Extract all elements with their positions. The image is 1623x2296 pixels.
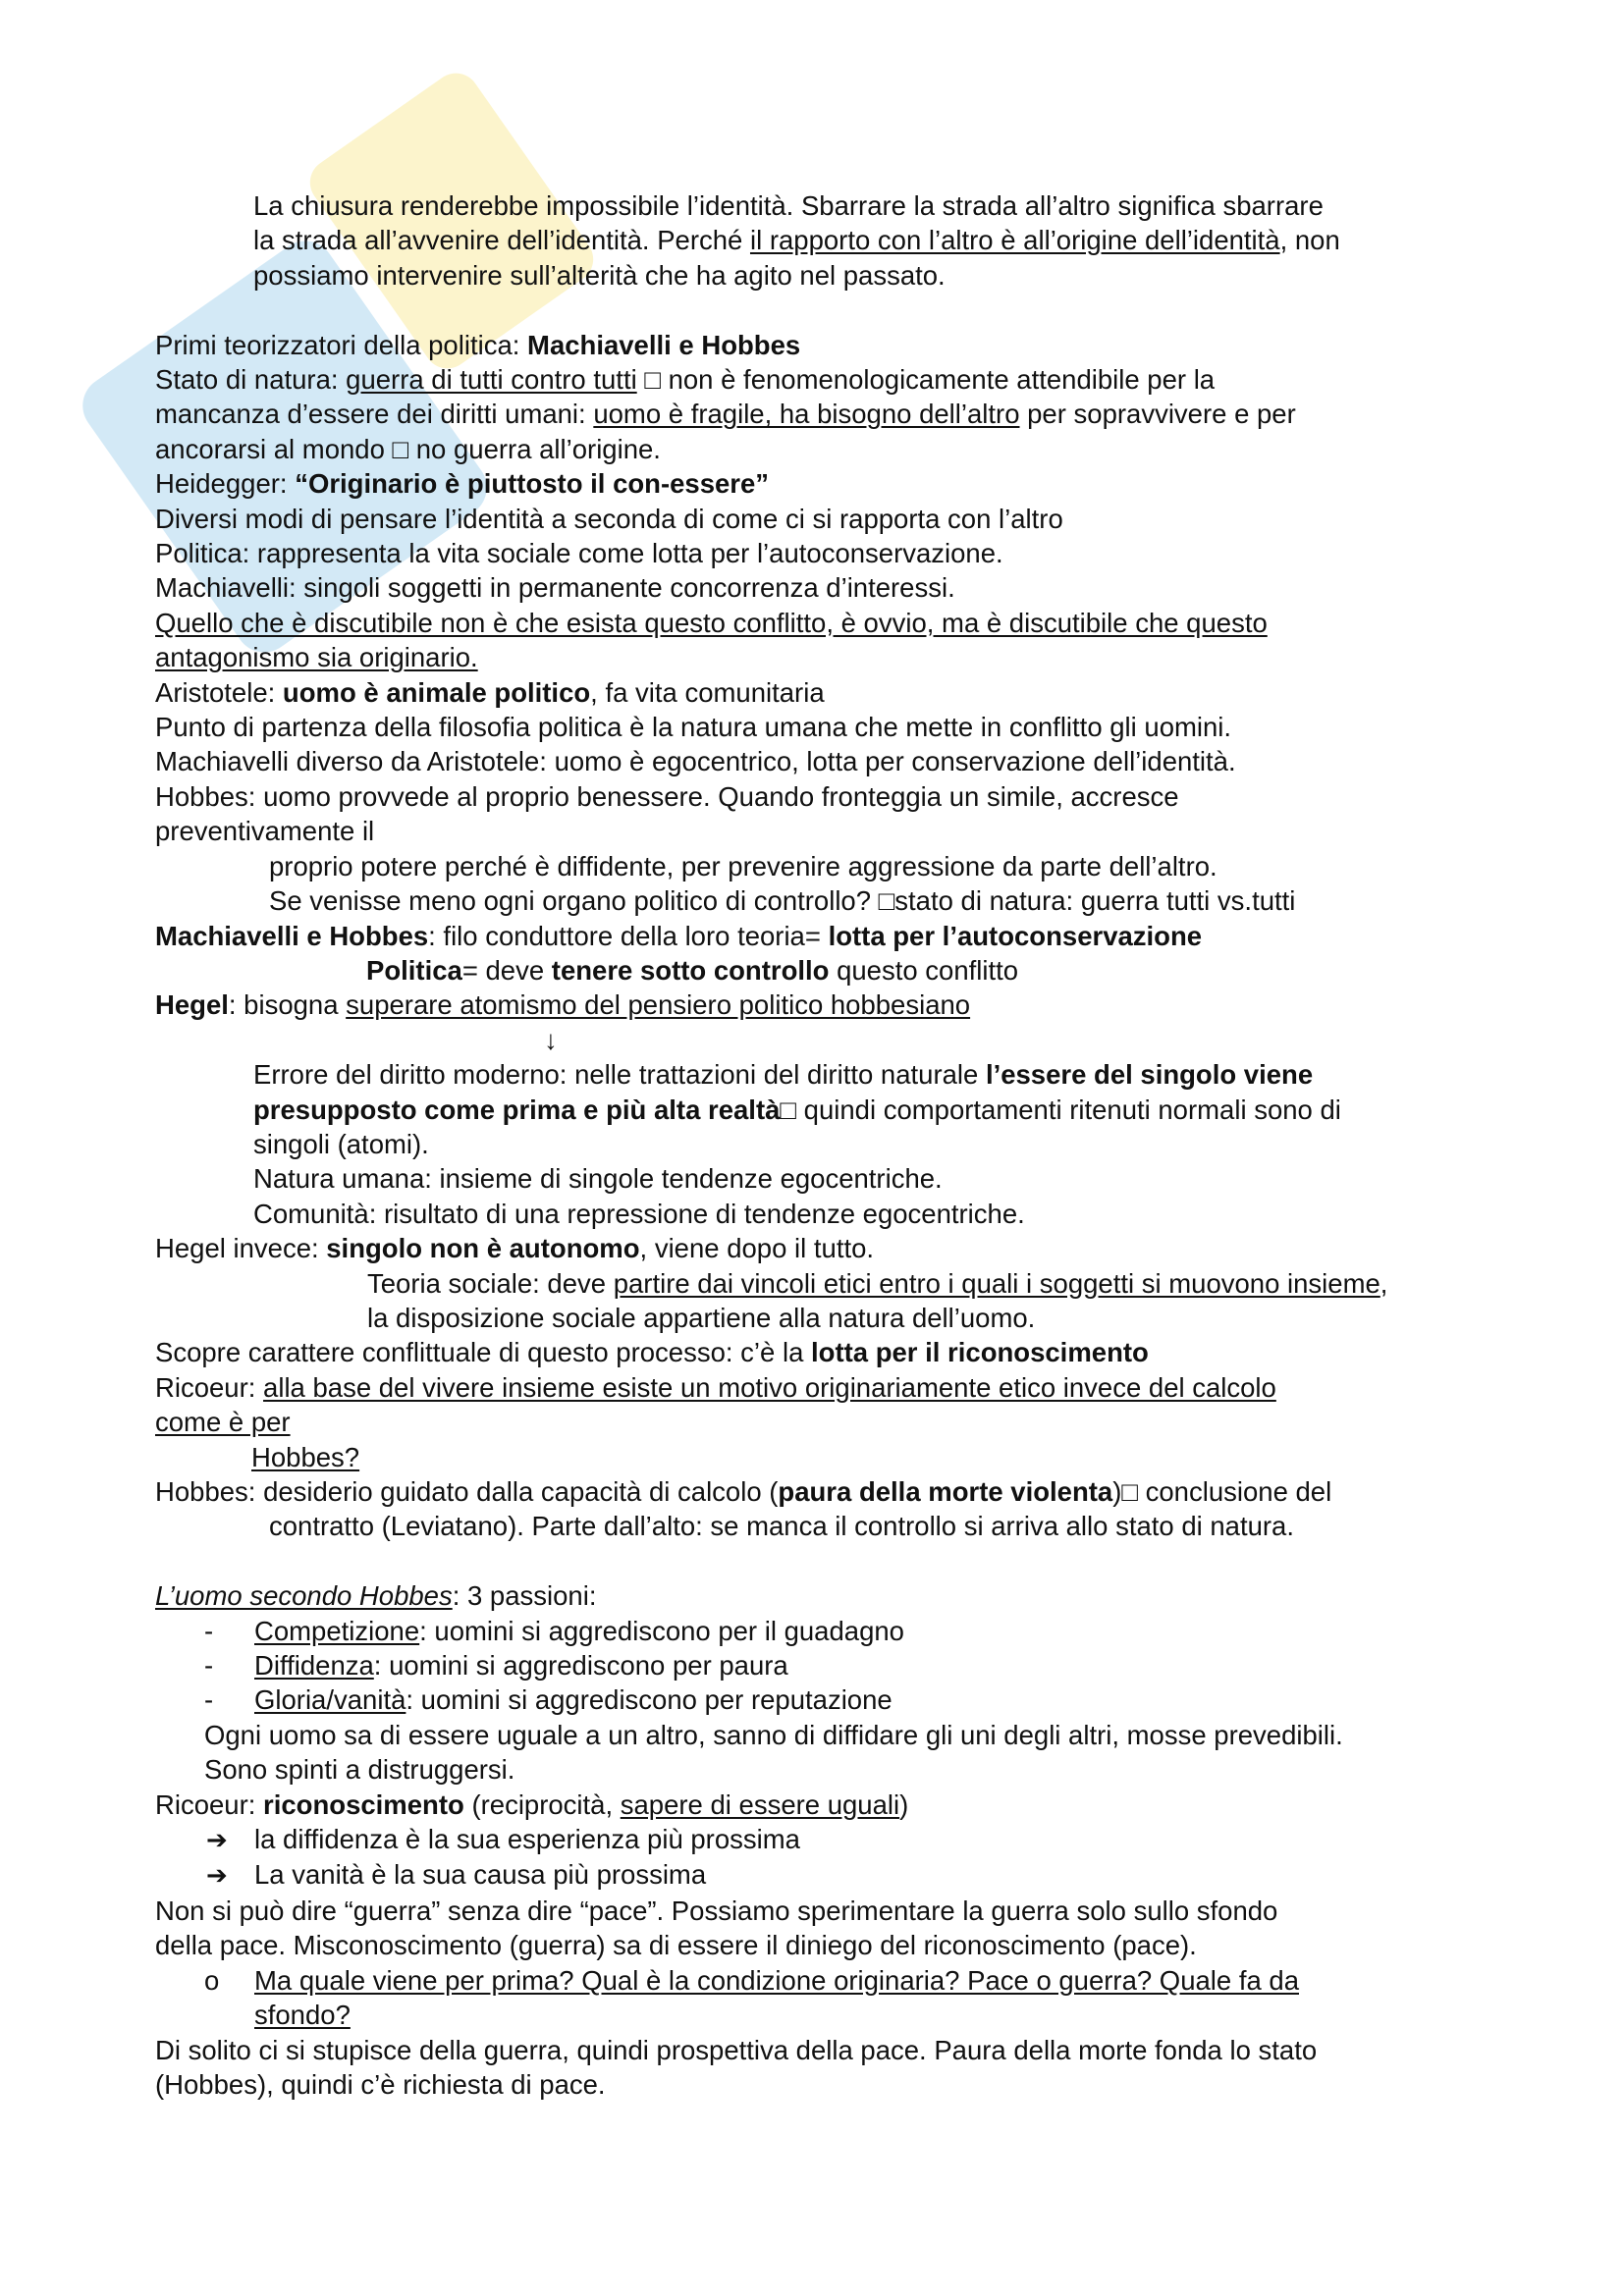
paragraph-line: contratto (Leviatano). Parte dall’alto: se manca il controllo si arriva allo stato di natura. xyxy=(269,1511,1294,1542)
paragraph-line: possiamo intervenire sull’alterità che ha agito nel passato. xyxy=(253,259,946,291)
paragraph-line: Machiavelli diverso da Aristotele: uomo è egocentrico, lotta per conservazione dell’identità. xyxy=(155,746,1236,777)
paragraph-line: Politica= deve tenere sotto controllo questo conflitto xyxy=(366,954,1019,986)
paragraph-line: mancanza d’essere dei diritti umani: uomo è fragile, ha bisogno dell’altro per sopravvivere e per xyxy=(155,399,1296,430)
list-item: o Ma quale viene per prima? Qual è la condizione originaria? Pace o guerra? Quale fa da xyxy=(204,1964,1299,1996)
paragraph-line: Aristotele: uomo è animale politico, fa vita comunitaria xyxy=(155,676,825,708)
paragraph-line: Quello che è discutibile non è che esista questo conflitto, è ovvio, ma è discutibile che questo xyxy=(155,607,1268,638)
list-item: - Competizione: uomini si aggrediscono per il guadagno xyxy=(204,1615,904,1646)
paragraph-line: Politica: rappresenta la vita sociale come lotta per l’autoconservazione. xyxy=(155,538,1003,569)
paragraph-line: Ogni uomo sa di essere uguale a un altro, sanno di diffidare gli uni degli altri, mosse prevedibili. xyxy=(204,1719,1343,1750)
paragraph-line: Natura umana: insieme di singole tendenze egocentriche. xyxy=(253,1163,943,1195)
paragraph-line: Comunità: risultato di una repressione di tendenze egocentriche. xyxy=(253,1198,1025,1229)
arrow-right-icon: ➔ xyxy=(206,1860,228,1891)
paragraph-line: Hegel: bisogna superare atomismo del pensiero politico hobbesiano xyxy=(155,989,971,1021)
paragraph-line: Ricoeur: riconoscimento (reciprocità, sapere di essere uguali) xyxy=(155,1789,909,1820)
paragraph-line: Stato di natura: guerra di tutti contro tutti □ non è fenomenologicamente attendibile per la xyxy=(155,364,1216,396)
paragraph-line: Scopre carattere conflittuale di questo processo: c’è la lotta per il riconoscimento xyxy=(155,1337,1149,1368)
paragraph-line: la disposizione sociale appartiene alla natura dell’uomo. xyxy=(367,1302,1036,1333)
paragraph-line: Teoria sociale: deve partire dai vincoli etici entro i quali i soggetti si muovono insieme, xyxy=(367,1267,1388,1299)
paragraph-line: Sono spinti a distruggersi. xyxy=(204,1754,515,1786)
paragraph-line: singoli (atomi). xyxy=(253,1128,429,1159)
paragraph-line: come è per xyxy=(155,1407,291,1438)
list-item: - Gloria/vanità: uomini si aggrediscono per reputazione xyxy=(204,1684,893,1716)
paragraph-line: della pace. Misconoscimento (guerra) sa di essere il diniego del riconoscimento (pace). xyxy=(155,1930,1197,1961)
paragraph-line: Primi teorizzatori della politica: Machiavelli e Hobbes xyxy=(155,329,801,360)
paragraph-line: (Hobbes), quindi c’è richiesta di pace. xyxy=(155,2068,606,2100)
paragraph-line: Hegel invece: singolo non è autonomo, viene dopo il tutto. xyxy=(155,1233,875,1264)
paragraph-line: antagonismo sia originario. xyxy=(155,642,478,673)
list-item: ➔ La vanità è la sua causa più prossima xyxy=(155,1857,1481,1893)
paragraph-line: preventivamente il xyxy=(155,816,375,847)
paragraph-line: Diversi modi di pensare l’identità a seconda di come ci si rapporta con l’altro xyxy=(155,503,1063,534)
paragraph-line: Hobbes? xyxy=(251,1441,360,1472)
list-item: - Diffidenza: uomini si aggrediscono per paura xyxy=(204,1650,788,1682)
document-page xyxy=(155,188,1481,2102)
list-item: ➔ la diffidenza è la sua esperienza più prossima xyxy=(155,1822,1481,1857)
section-heading: L’uomo secondo Hobbes: 3 passioni: xyxy=(155,1580,597,1612)
down-arrow-icon: ↓ xyxy=(544,1024,558,1055)
arrow-right-icon: ➔ xyxy=(206,1825,228,1855)
paragraph-line: Hobbes: uomo provvede al proprio benessere. Quando fronteggia un simile, accresce xyxy=(155,780,1179,812)
paragraph-line: Di solito ci si stupisce della guerra, quindi prospettiva della pace. Paura della morte fonda lo stato xyxy=(155,2034,1318,2065)
paragraph-line: presupposto come prima e più alta realtà□ quindi comportamenti ritenuti normali sono di xyxy=(253,1094,1341,1125)
paragraph-line: proprio potere perché è diffidente, per prevenire aggressione da parte dell’altro. xyxy=(269,850,1217,881)
paragraph-line: Hobbes: desiderio guidato dalla capacità di calcolo (paura della morte violenta)□ conclusione del xyxy=(155,1476,1332,1508)
paragraph-line: Non si può dire “guerra” senza dire “pace”. Possiamo sperimentare la guerra solo sullo sfondo xyxy=(155,1895,1278,1926)
paragraph-line: Ricoeur: alla base del vivere insieme esiste un motivo originariamente etico invece del calcolo xyxy=(155,1371,1276,1403)
paragraph-line: ancorarsi al mondo □ no guerra all’origine. xyxy=(155,433,661,464)
list-item: sfondo? xyxy=(254,2000,351,2031)
paragraph-line: Se venisse meno ogni organo politico di controllo? □stato di natura: guerra tutti vs.tutti xyxy=(269,885,1296,917)
paragraph-line: La chiusura renderebbe impossibile l’identità. Sbarrare la strada all’altro significa sbarrare xyxy=(253,190,1324,221)
paragraph-line: la strada all’avvenire dell’identità. Perché il rapporto con l’altro è all’origine dell’identità, non xyxy=(253,225,1340,256)
paragraph-line: Machiavelli: singoli soggetti in permanente concorrenza d’interessi. xyxy=(155,572,955,604)
paragraph-line: Machiavelli e Hobbes: filo conduttore della loro teoria= lotta per l’autoconservazione xyxy=(155,920,1203,951)
paragraph-line: Punto di partenza della filosofia politica è la natura umana che mette in conflitto gli uomini. xyxy=(155,712,1232,743)
paragraph-line: Errore del diritto moderno: nelle trattazioni del diritto naturale l’essere del singolo viene xyxy=(253,1059,1314,1091)
paragraph-line: Heidegger: “Originario è piuttosto il con-essere” xyxy=(155,468,770,500)
